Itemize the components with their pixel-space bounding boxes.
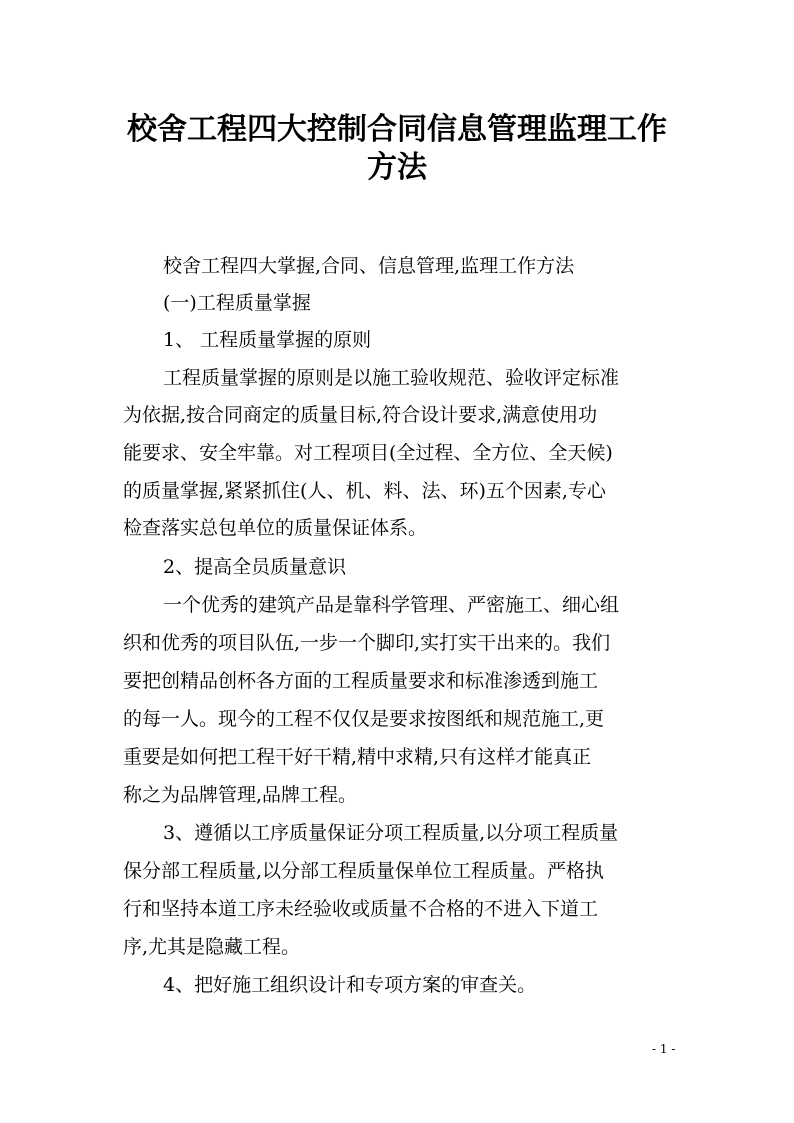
paragraph-line: 为依据,按合同商定的质量目标,符合设计要求,满意使用功 [123, 404, 598, 426]
paragraph-line: 重要是如何把工程干好干精,精中求精,只有这样才能真正 [123, 746, 592, 768]
page-number: - 1 - [652, 1042, 676, 1056]
paragraph-line: 能要求、安全牢靠。对工程项目(全过程、全方位、全天候) [123, 442, 613, 464]
heading-item-1: 1、 工程质量掌握的原则 [163, 329, 372, 351]
paragraph-line: 称之为品牌管理,品牌工程。 [123, 784, 358, 806]
paragraph-line: 要把创精品创杯各方面的工程质量要求和标准渗透到施工 [123, 670, 599, 692]
paragraph-line: 检查落实总包单位的质量保证体系。 [123, 517, 428, 539]
paragraph-line: 的质量掌握,紧紧抓住(人、机、料、法、环)五个因素,专心 [123, 480, 606, 502]
heading-item-4: 4、把好施工组织设计和专项方案的审查关。 [163, 974, 537, 996]
document-title-line-2: 方法 [367, 150, 427, 185]
paragraph-line: 保分部工程质量,以分部工程质量保单位工程质量。严格执 [123, 860, 605, 882]
paragraph-line: 织和优秀的项目队伍,一步一个脚印,实打实干出来的。我们 [123, 632, 611, 654]
paragraph-line: 行和坚持本道工序未经验收或质量不合格的不进入下道工 [123, 898, 599, 920]
paragraph-line: 一个优秀的建筑产品是靠科学管理、严密施工、细心组 [163, 594, 620, 616]
paragraph-line: 工程质量掌握的原则是以施工验收规范、验收评定标准 [163, 367, 620, 389]
heading-item-2: 2、提高全员质量意识 [163, 556, 347, 578]
paragraph-line: 的每一人。现今的工程不仅仅是要求按图纸和规范施工,更 [123, 708, 605, 730]
heading-section-1: (一)工程质量掌握 [163, 292, 311, 314]
paragraph-intro: 校舍工程四大掌握,合同、信息管理,监理工作方法 [163, 255, 575, 277]
paragraph-line: 3、遵循以工序质量保证分项工程质量,以分项工程质量 [163, 822, 619, 844]
document-title-line-1: 校舍工程四大控制合同信息管理监理工作 [127, 112, 667, 147]
paragraph-line: 序,尤其是隐藏工程。 [123, 936, 301, 958]
